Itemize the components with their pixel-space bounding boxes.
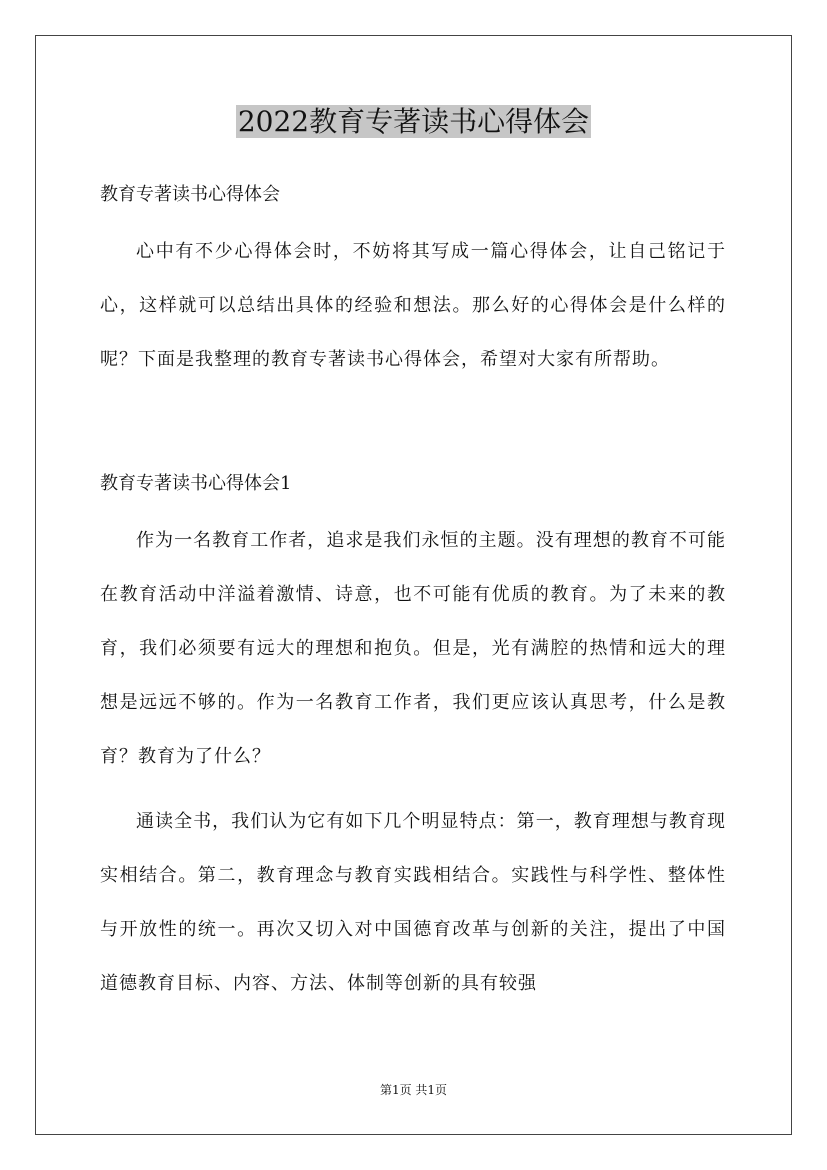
document-title-text: 2022教育专著读书心得体会 (237, 105, 590, 138)
section1-paragraph-2: 通读全书，我们认为它有如下几个明显特点：第一，教育理想与教育现实相结合。第二，教育理念与教育实践相结合。实践性与科学性、整体性与开放性的统一。再次又切入对中国德育改革与创新的关注，提出了中国道德教育目标、内容、方法、体制等创新的具有较强 (100, 811, 726, 994)
intro-paragraph: 心中有不少心得体会时，不妨将其写成一篇心得体会，让自己铭记于心，这样就可以总结出具体的经验和想法。那么好的心得体会是什么样的呢？下面是我整理的教育专著读书心得体会，希望对大家有所帮助。 (100, 241, 726, 370)
page-footer: 第1页 共1页 (379, 1083, 448, 1097)
section1-heading: 教育专著读书心得体会1 (100, 473, 292, 494)
intro-heading: 教育专著读书心得体会 (100, 184, 280, 205)
document-title (0, 102, 827, 142)
document-body (100, 173, 726, 1022)
section1-paragraph-1: 作为一名教育工作者，追求是我们永恒的主题。没有理想的教育不可能在教育活动中洋溢着激情、诗意，也不可能有优质的教育。为了未来的教育，我们必须要有远大的理想和抱负。但是，光有满腔的热情和远大的理想是远远不够的。作为一名教育工作者，我们更应该认真思考，什么是教育？教育为了什么？ (100, 530, 726, 767)
